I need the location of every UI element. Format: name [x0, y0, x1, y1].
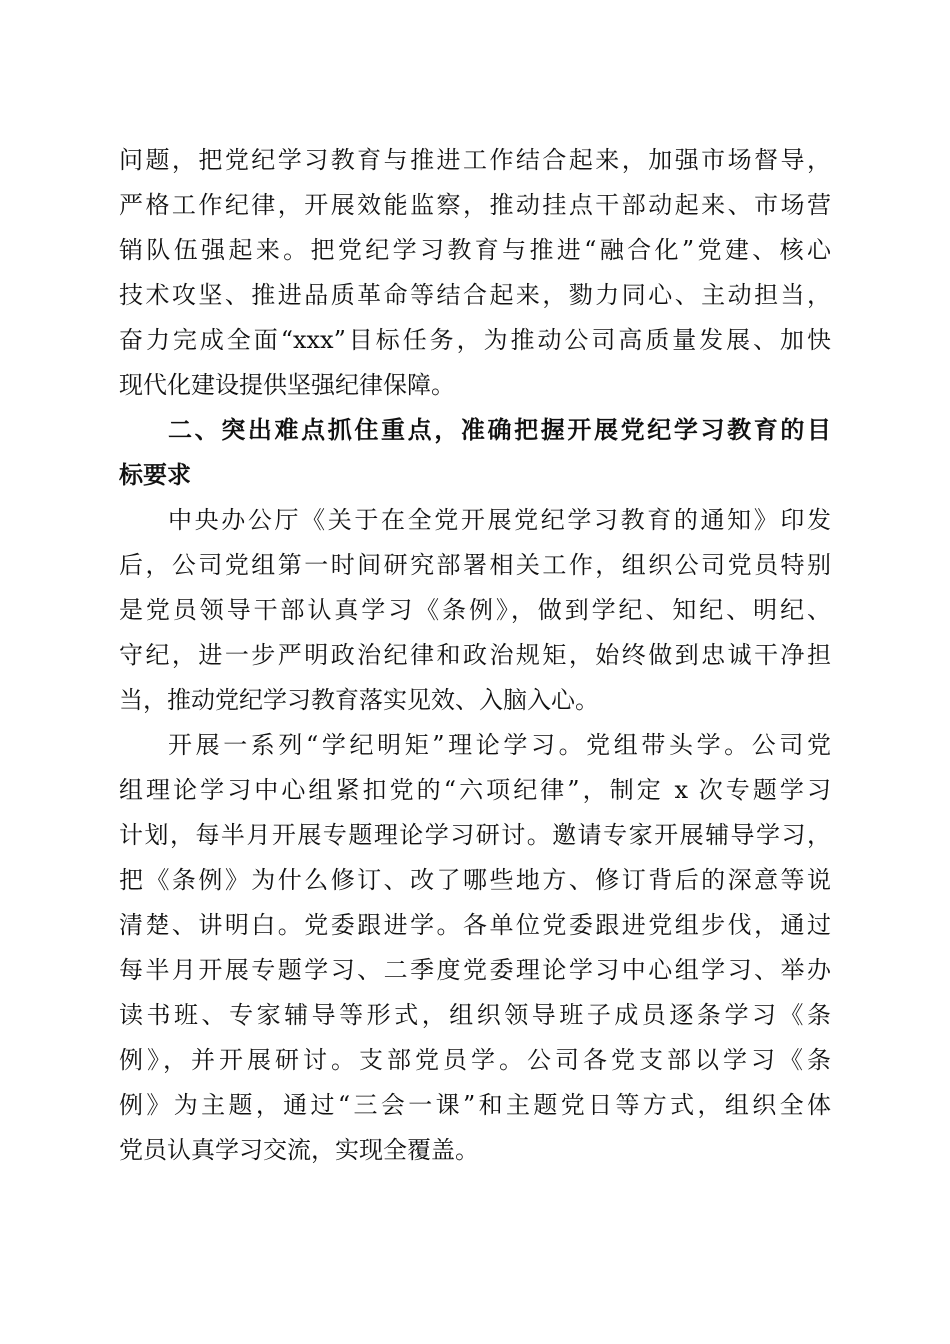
text-line: 严格工作纪律，开展效能监察，推动挂点干部动起来、市场营 — [119, 191, 831, 219]
text-line: 后，公司党组第一时间研究部署相关工作，组织公司党员特别 — [119, 551, 831, 579]
text-line: 读书班、专家辅导等形式，组织领导班子成员逐条学习《条 — [119, 1001, 831, 1029]
text-line: 守纪，进一步严明政治纪律和政治规矩，始终做到忠诚干净担 — [119, 641, 831, 669]
text-line: 清楚、讲明白。党委跟进学。各单位党委跟进党组步伐，通过 — [119, 911, 831, 939]
text-line: 奋力完成全面“xxx”目标任务，为推动公司高质量发展、加快 — [119, 326, 831, 354]
text-line: 问题，把党纪学习教育与推进工作结合起来，加强市场督导， — [119, 146, 831, 174]
text-line: 当，推动党纪学习教育落实见效、入脑入心。 — [119, 686, 599, 714]
text-line: 现代化建设提供坚强纪律保障。 — [119, 371, 455, 399]
text-line: 每半月开展专题学习、二季度党委理论学习中心组学习、举办 — [119, 956, 831, 984]
text-line: 党员认真学习交流，实现全覆盖。 — [119, 1136, 479, 1164]
text-line: 例》，并开展研讨。支部党员学。公司各党支部以学习《条 — [119, 1046, 831, 1074]
text-line: 是党员领导干部认真学习《条例》，做到学纪、知纪、明纪、 — [119, 596, 831, 624]
text-line: 计划，每半月开展专题理论学习研讨。邀请专家开展辅导学习， — [119, 821, 831, 849]
text-line: 开展一系列“学纪明矩”理论学习。党组带头学。公司党 — [168, 731, 831, 759]
heading-line: 二、突出难点抓住重点，准确把握开展党纪学习教育的目 — [168, 416, 831, 444]
text-line: 例》为主题，通过“三会一课”和主题党日等方式，组织全体 — [119, 1091, 831, 1119]
text-line: 技术攻坚、推进品质革命等结合起来，勠力同心、主动担当， — [119, 281, 831, 309]
text-line: 组理论学习中心组紧扣党的“六项纪律”，制定 x 次专题学习 — [119, 776, 831, 804]
text-line: 把《条例》为什么修订、改了哪些地方、修订背后的深意等说 — [119, 866, 831, 894]
heading-line: 标要求 — [119, 461, 191, 489]
text-line: 中央办公厅《关于在全党开展党纪学习教育的通知》印发 — [168, 506, 831, 534]
text-line: 销队伍强起来。把党纪学习教育与推进“融合化”党建、核心 — [119, 236, 831, 264]
